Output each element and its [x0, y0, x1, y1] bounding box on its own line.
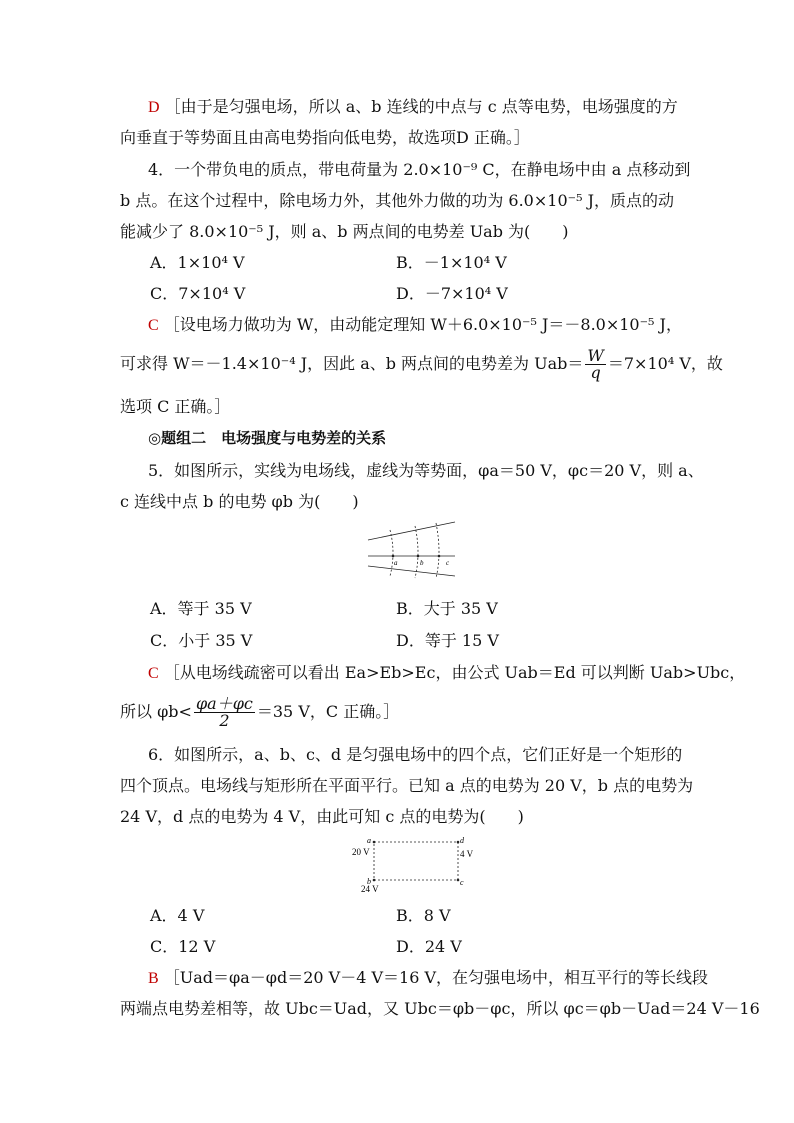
answer-3-text-1: ［由于是匀强电场，所以 a、b 连线的中点与 c 点等电势，电场强度的方: [164, 97, 678, 116]
answer-6-line-1: [148, 968, 708, 989]
answer-4-fraction-numerator: W: [587, 346, 604, 365]
section-heading: ◎题组二 电场强度与电势差的关系: [148, 429, 387, 447]
answer-4-text-2b: ＝7×10⁴ V，故: [607, 354, 723, 373]
point-d: [457, 841, 460, 844]
answer-4-fraction-denominator: q: [590, 363, 601, 382]
answer-3-line-2: 向垂直于等势面且由高电势指向低电势，故选项D 正确。］: [120, 128, 530, 147]
question-4-option-b: B．－1×10⁴ V: [396, 253, 507, 272]
answer-5-fraction-numerator: φa＋φc: [195, 694, 253, 713]
question-4-option-a: A．1×10⁴ V: [150, 253, 245, 272]
label-d: d: [460, 836, 464, 845]
answer-3-line-1: [148, 97, 708, 118]
point-c: [457, 879, 460, 882]
label-a: a: [394, 559, 398, 567]
field-line-lower: [368, 566, 455, 576]
answer-6-line-2: 两端点电势差相等，故 Ubc＝Uad，又 Ubc＝φb－φc，所以 φc＝φb－Uad＝24 V－16: [120, 999, 760, 1018]
label-a: a: [367, 836, 371, 845]
question-5-line-1: 5．如图所示，实线为电场线，虚线为等势面，φa＝50 V，φc＝20 V，则 a、: [148, 461, 704, 480]
question-6-line-3: 24 V，d 点的电势为 4 V，由此可知 c 点的电势为( ): [120, 807, 524, 826]
question-6-option-c: C．12 V: [150, 937, 216, 956]
field-line-upper: [368, 522, 455, 540]
answer-5-text-1: ［从电场线疏密可以看出 Ea>Eb>Ec，由公式 Uab＝Ed 可以判断 Uab>Ubc，: [163, 663, 746, 682]
answer-5-fraction-denominator: 2: [219, 711, 230, 730]
answer-4-line-2: [120, 346, 723, 382]
point-c: [438, 555, 441, 558]
answer-5-letter: C: [148, 665, 159, 682]
point-b: [373, 879, 376, 882]
question-5-option-b: B．大于 35 V: [396, 599, 498, 618]
answer-5-text-2a: 所以 φb<: [120, 702, 192, 721]
answer-4-line-1: [148, 315, 708, 336]
answer-6-text-1: ［Uad＝φa－φd＝20 V－4 V＝16 V，在匀强电场中，相互平行的等长线段: [163, 968, 709, 987]
answer-4-text-2a: 可求得 W＝－1.4×10⁻⁴ J，因此 a、b 两点间的电势差为 Uab＝: [120, 354, 584, 373]
question-4-option-c: C．7×10⁴ V: [150, 284, 246, 303]
question-4-line-2: b 点。在这个过程中，除电场力外，其他外力做的功为 6.0×10⁻⁵ J，质点的动: [120, 191, 674, 210]
answer-4-fraction: [585, 348, 605, 381]
question-6-line-1: 6．如图所示，a、b、c、d 是匀强电场中的四个点，它们正好是一个矩形的: [148, 745, 683, 764]
dashed-rectangle: [374, 842, 458, 880]
answer-4-line-3: 选项 C 正确。］: [120, 397, 231, 416]
label-b: b: [367, 877, 371, 886]
point-a: [392, 555, 395, 558]
label-20v: 20 V: [352, 847, 370, 857]
question-6-option-d: D．24 V: [396, 937, 462, 956]
question-4-option-d: D．－7×10⁴ V: [396, 284, 508, 303]
question-4-line-3: 能减少了 8.0×10⁻⁵ J，则 a、b 两点间的电势差 Uab 为( ): [120, 222, 569, 241]
label-4v: 4 V: [460, 849, 474, 859]
question-5-option-a: A．等于 35 V: [150, 599, 252, 618]
question-5-option-c: C．小于 35 V: [150, 631, 253, 650]
question-5-option-d: D．等于 15 V: [396, 631, 499, 650]
answer-3-letter: D: [148, 99, 160, 116]
answer-6-letter: B: [148, 970, 159, 987]
point-b: [417, 555, 420, 558]
equipotential-b: [415, 526, 418, 578]
question-5-line-2: c 连线中点 b 的电势 φb 为( ): [120, 492, 359, 511]
answer-5-line-1: [148, 663, 746, 684]
label-b: b: [420, 559, 424, 567]
question-6-option-a: A．4 V: [150, 906, 205, 925]
field-lines-figure: [360, 518, 460, 580]
question-6-line-2: 四个顶点。电场线与矩形所在平面平行。已知 a 点的电势为 20 V，b 点的电势为: [120, 776, 694, 795]
answer-5-fraction: [194, 696, 255, 729]
label-c: c: [446, 559, 450, 567]
answer-5-line-2: [120, 694, 680, 730]
label-c: c: [460, 878, 464, 887]
question-4-line-1: 4．一个带负电的质点，带电荷量为 2.0×10⁻⁹ C，在静电场中由 a 点移动到: [148, 160, 691, 179]
equipotential-c: [436, 523, 439, 578]
answer-4-text-1: ［设电场力做功为 W，由动能定理知 W＋6.0×10⁻⁵ J＝－8.0×10⁻⁵ J，: [163, 315, 682, 334]
rectangle-figure: [348, 833, 478, 895]
answer-4-letter: C: [148, 317, 159, 334]
answer-5-text-2b: ＝35 V，C 正确。］: [256, 702, 400, 721]
question-6-option-b: B．8 V: [396, 906, 451, 925]
point-a: [373, 841, 376, 844]
label-24v: 24 V: [361, 884, 379, 894]
